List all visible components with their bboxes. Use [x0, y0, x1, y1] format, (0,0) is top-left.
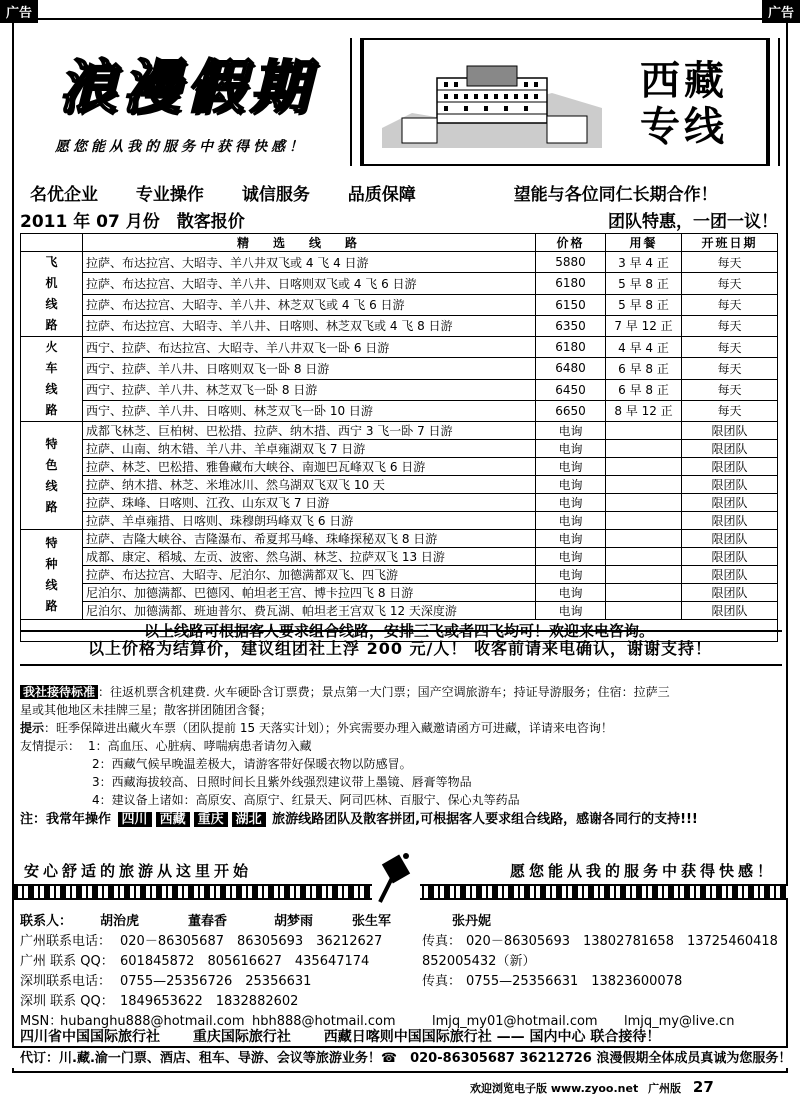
- category-char: 路: [45, 403, 58, 417]
- cell-meal: [606, 602, 682, 620]
- table-row: [21, 584, 778, 602]
- reminder-text: ：旺季保障进出藏火车票（团队提前 15 天落实计划）；外宾需要办理入藏邀请函方可进藏，详请来电咨询！: [44, 721, 613, 735]
- cell-date: 每天: [682, 273, 778, 294]
- table-row: [21, 379, 778, 400]
- cell-route: 拉萨、林芝、巴松措、雅鲁藏布大峡谷、南迦巴瓦峰双飞 6 日游: [83, 458, 536, 476]
- friendly-label: 友情提示：: [20, 739, 81, 753]
- price-note: 以上价格为结算价，建议组团社上浮 200 元/人！ 收客前请来电确认，谢谢支持！: [88, 639, 712, 658]
- cell-route: 拉萨、山南、纳木错、羊八井、羊卓雍湖双飞 7 日游: [83, 440, 536, 458]
- value-3: 诚信服务: [241, 185, 310, 205]
- quote-title: 2011 年 07 月份 散客报价: [20, 212, 245, 232]
- cell-route: 拉萨、布达拉宫、大昭寺、羊八井、林芝双飞或 4 飞 6 日游: [83, 294, 536, 315]
- cell-price: 电询: [536, 440, 606, 458]
- category-char: 路: [45, 499, 58, 514]
- standard-line: [20, 683, 782, 701]
- cell-route: 拉萨、布达拉宫、大昭寺、羊八井双飞或 4 飞 4 日游: [83, 252, 536, 273]
- scroll-curl-right: [766, 38, 780, 166]
- cell-price: 电询: [536, 602, 606, 620]
- header-meal: 用餐: [606, 234, 682, 252]
- cell-route: 西宁、拉萨、布达拉宫、大昭寺、羊八井双飞一卧 6 日游: [83, 337, 536, 358]
- cell-meal: 6 早 8 正: [606, 379, 682, 400]
- cell-meal: 3 早 4 正: [606, 252, 682, 273]
- friendly-tip-1: 1：高血压、心脏病、哮喘病患者请勿入藏: [88, 739, 312, 753]
- cell-route: 拉萨、布达拉宫、大昭寺、羊八井、日喀则、林芝双飞或 4 飞 8 日游: [83, 315, 536, 336]
- title-scroll: [360, 38, 770, 166]
- table-row: [21, 440, 778, 458]
- cell-route: 成都、康定、稻城、左贡、波密、然乌湖、林芝、拉萨双飞 13 日游: [83, 548, 536, 566]
- slogan-banner: [12, 856, 788, 906]
- table-row: [21, 358, 778, 379]
- friendly-tip-2: 2：西藏气候早晚温差极大，请游客带好保暖衣物以防感冒。: [92, 757, 412, 771]
- cell-route: 西宁、拉萨、羊八井、日喀则、林芝双飞一卧 10 日游: [83, 400, 536, 421]
- table-row: [21, 273, 778, 294]
- cell-route: 拉萨、纳木措、林芝、米堆冰川、然乌湖双飞双飞 10 天: [83, 476, 536, 494]
- scroll-curl-left: [350, 38, 364, 166]
- quote-header: [20, 207, 782, 232]
- cell-route: 拉萨、吉隆大峡谷、吉隆瀑布、希夏邦马峰、珠峰探秘双飞 8 日游: [83, 530, 536, 548]
- cell-price: 6180: [536, 273, 606, 294]
- cell-meal: 4 早 4 正: [606, 337, 682, 358]
- contact-name-2: 董春香: [188, 914, 228, 929]
- gz-qq-label: 广州 联系 QQ：: [20, 954, 114, 969]
- banner-left-text: 安心舒适的旅游从这里开始: [24, 862, 253, 880]
- table-row: [21, 530, 778, 548]
- contact-name-3: 胡梦雨: [274, 914, 314, 929]
- cell-meal: [606, 566, 682, 584]
- category-char: 路: [45, 318, 58, 332]
- category-char: 路: [45, 598, 58, 613]
- cell-price: 6180: [536, 337, 606, 358]
- value-2: 专业操作: [135, 185, 204, 205]
- cell-date: 限团队: [682, 566, 778, 584]
- cell-meal: [606, 476, 682, 494]
- cell-meal: [606, 458, 682, 476]
- cell-price: 电询: [536, 548, 606, 566]
- table-row: [21, 458, 778, 476]
- cell-route: 拉萨、布达拉宫、大昭寺、羊八井、日喀则双飞或 4 飞 6 日游: [83, 273, 536, 294]
- cell-route: 尼泊尔、加德满都、班迪普尔、费瓦湖、帕坦老王宫双飞 12 天深度游: [83, 602, 536, 620]
- gz-qq-row: [20, 952, 782, 972]
- friendly-tip-3: 3：西藏海拔较高、日照时间长且紫外线强烈建议带上墨镜、唇膏等物品: [92, 775, 472, 789]
- sz-qq-label: 深圳 联系 QQ：: [20, 994, 114, 1009]
- cell-route: 西宁、拉萨、羊八井、日喀则双飞一卧 8 日游: [83, 358, 536, 379]
- tibet-title-line2: 专线: [640, 103, 728, 150]
- table-row: [21, 294, 778, 315]
- company-values: [30, 180, 780, 205]
- table-row: [21, 548, 778, 566]
- agency-3: 西藏日喀则中国国际旅行社 —— 国内中心 联合接待！: [323, 1029, 661, 1045]
- page-number: 27: [692, 1078, 714, 1096]
- note-tag-hubei: 湖北: [232, 812, 266, 827]
- route-table: [20, 233, 778, 642]
- cell-meal: 5 早 8 正: [606, 294, 682, 315]
- cell-price: 6150: [536, 294, 606, 315]
- cell-date: 限团队: [682, 494, 778, 512]
- cell-price: 电询: [536, 458, 606, 476]
- sz-phone-label: 深圳联系电话：: [20, 974, 112, 989]
- category-char: 特: [45, 535, 58, 550]
- category-char: 种: [45, 556, 58, 571]
- standard-line-2: 星或其他地区未挂牌三星；散客拼团随团含餐；: [20, 703, 273, 717]
- cell-price: 6480: [536, 358, 606, 379]
- table-row: [21, 422, 778, 440]
- tibet-title-line1: 西藏: [640, 57, 728, 104]
- cell-price: 电询: [536, 494, 606, 512]
- sz-fax: 0755—25356631 13823600078: [466, 974, 683, 989]
- cell-price: 电询: [536, 422, 606, 440]
- note-text: 旅游线路团队及散客拼团,可根据客人要求组合线路，感谢各同行的支持!!!: [272, 812, 698, 827]
- note-tag-chongqing: 重庆: [194, 812, 228, 827]
- ad-tag-right: 广告: [762, 0, 800, 23]
- header-date: 开班日期: [682, 234, 778, 252]
- cell-date: 每天: [682, 294, 778, 315]
- partner-agencies: [20, 1026, 782, 1046]
- potala-palace-image: [382, 58, 602, 148]
- category-char: 色: [45, 457, 58, 472]
- msn-2: hbh888@hotmail.com: [252, 1014, 396, 1029]
- cooperation-slogan: 望能与各位同仁长期合作！: [513, 185, 718, 205]
- table-row: [21, 494, 778, 512]
- cell-date: 限团队: [682, 440, 778, 458]
- cell-price: 5880: [536, 252, 606, 273]
- cell-price: 电询: [536, 530, 606, 548]
- cell-date: 限团队: [682, 512, 778, 530]
- banner-right-text: 愿您能从我的服务中获得快感！: [509, 862, 776, 880]
- cell-meal: [606, 584, 682, 602]
- sz-qq: 1849653622 1832882602: [120, 994, 299, 1009]
- gz-phone-label: 广州联系电话：: [20, 934, 112, 949]
- contacts-label: 联系人：: [20, 914, 73, 929]
- cell-meal: [606, 530, 682, 548]
- cell-meal: [606, 512, 682, 530]
- category-char: 飞: [45, 255, 58, 269]
- table-row: [21, 476, 778, 494]
- ad-tag-left: 广告: [0, 0, 38, 23]
- table-row: [21, 252, 778, 273]
- divider-2: [20, 664, 782, 666]
- value-1: 名优企业: [30, 185, 98, 205]
- note-line: [20, 811, 782, 829]
- category-label: [21, 252, 83, 337]
- header-price: 价格: [536, 234, 606, 252]
- cell-date: 限团队: [682, 602, 778, 620]
- reminder-label: 提示: [20, 721, 45, 735]
- table-row: [21, 315, 778, 336]
- contacts-section: [20, 912, 782, 1032]
- standard-text-1: ：往返机票含机建费. 火车硬卧含订票费；景点第一大门票；国产空调旅游车；持证导游服务；住宿：拉萨三: [98, 685, 670, 699]
- contact-names-row: [20, 912, 782, 932]
- cell-route: 拉萨、珠峰、日喀则、江孜、山东双飞 7 日游: [83, 494, 536, 512]
- category-label: [21, 530, 83, 620]
- sz-phone-row: [20, 972, 782, 992]
- table-row: [21, 337, 778, 358]
- prayer-wheel-icon: [372, 850, 420, 906]
- note-tag-sichuan: 四川: [118, 812, 152, 827]
- contact-name-5: 张丹妮: [452, 914, 492, 929]
- gz-phone-row: [20, 932, 782, 952]
- header-route: 精选线路: [83, 234, 536, 252]
- category-char: 特: [45, 436, 58, 451]
- cell-route: 成都飞林芝、巨柏树、巴松措、拉萨、纳木措、西宁 3 飞一卧 7 日游: [83, 422, 536, 440]
- brand-logo: 浪漫假期: [58, 53, 315, 121]
- cell-date: 每天: [682, 358, 778, 379]
- gz-qq: 601845872 805616627 435647174: [120, 954, 370, 969]
- sz-qq-row: [20, 992, 782, 1012]
- table-row: [21, 512, 778, 530]
- category-label: [21, 422, 83, 530]
- cell-price: 电询: [536, 512, 606, 530]
- sz-phone: 0755—25356726 25356631: [120, 974, 312, 989]
- cell-date: 限团队: [682, 548, 778, 566]
- cell-route: 西宁、拉萨、羊八井、林芝双飞一卧 8 日游: [83, 379, 536, 400]
- gz-qq-extra: 852005432（新）: [422, 954, 536, 969]
- gz-fax: 020－86305693 13802781658 13725460418: [466, 934, 778, 949]
- category-char: 线: [45, 382, 58, 396]
- cell-meal: [606, 440, 682, 458]
- cell-date: 每天: [682, 252, 778, 273]
- standard-label: 我社接待标准: [20, 685, 98, 699]
- cell-date: 每天: [682, 315, 778, 336]
- divider-1: [20, 630, 782, 632]
- cell-route: 尼泊尔、加德满都、巴德冈、帕坦老王宫、博卡拉四飞 8 日游: [83, 584, 536, 602]
- agency-2: 重庆国际旅行社: [192, 1029, 291, 1045]
- footer-edition: 广州版: [648, 1082, 682, 1095]
- cell-date: 限团队: [682, 458, 778, 476]
- header-category: [21, 234, 83, 252]
- cell-date: 每天: [682, 400, 778, 421]
- contact-name-1: 胡治虎: [100, 914, 140, 929]
- note-label: 注：我常年操作: [20, 812, 112, 827]
- msn-label: MSN：: [20, 1014, 63, 1029]
- cell-route: 拉萨、布达拉宫、大昭寺、尼泊尔、加德满都双飞、四飞游: [83, 566, 536, 584]
- gz-fax-label: 传真：: [422, 934, 462, 949]
- cell-meal: 6 早 8 正: [606, 358, 682, 379]
- footer-text: 欢迎浏览电子版 www.zyoo.net: [470, 1082, 639, 1095]
- info-section: [20, 683, 782, 829]
- cell-date: 限团队: [682, 584, 778, 602]
- combine-note: 以上线路可根据客人要求组合线路，安排三飞或者四飞均可！欢迎来电咨询。: [21, 620, 778, 642]
- msn-4: lmjq_my@live.cn: [624, 1014, 735, 1029]
- brand-slogan: 愿您能从我的服务中获得快感！: [55, 139, 307, 155]
- page-footer: [470, 1078, 790, 1096]
- table-header-row: [21, 234, 778, 252]
- cell-route: 拉萨、羊卓雍措、日喀则、珠穆朗玛峰双飞 6 日游: [83, 512, 536, 530]
- cell-meal: 8 早 12 正: [606, 400, 682, 421]
- category-char: 线: [45, 577, 58, 592]
- msn-1: hubanghu888@hotmail.com: [60, 1014, 245, 1029]
- cell-meal: 5 早 8 正: [606, 273, 682, 294]
- value-4: 品质保障: [347, 185, 416, 205]
- group-offer: 团队特惠，一团一议！: [608, 212, 778, 232]
- booking-services-bar: 代订：川.藏.渝一门票、酒店、租车、导游、会议等旅游业务！☎ 020-86305687 36212726 浪漫假期全体成员真诚为您服务！: [12, 1046, 788, 1068]
- table-row: [21, 602, 778, 620]
- reminder-line: [20, 719, 782, 737]
- cell-meal: [606, 494, 682, 512]
- contact-name-4: 张生军: [352, 914, 392, 929]
- sz-fax-label: 传真：: [422, 974, 462, 989]
- category-char: 机: [45, 276, 58, 290]
- category-char: 车: [45, 361, 58, 375]
- cell-meal: [606, 422, 682, 440]
- friendly-tip-4: 4：建议备上诸如：高原安、高原宁、红景天、阿司匹林、百服宁、保心丸等药品: [92, 793, 520, 807]
- cell-date: 每天: [682, 379, 778, 400]
- friendly-line: [20, 737, 782, 755]
- cell-date: 每天: [682, 337, 778, 358]
- category-char: 线: [45, 297, 58, 311]
- cell-price: 电询: [536, 476, 606, 494]
- cell-date: 限团队: [682, 422, 778, 440]
- cell-date: 限团队: [682, 476, 778, 494]
- route-table-body: [21, 252, 778, 620]
- table-row: [21, 400, 778, 421]
- cell-date: 限团队: [682, 530, 778, 548]
- table-row: [21, 566, 778, 584]
- cell-price: 6350: [536, 315, 606, 336]
- note-tag-tibet: 西藏: [156, 812, 190, 827]
- msn-3: lmjq_my01@hotmail.com: [432, 1014, 598, 1029]
- cell-price: 电询: [536, 584, 606, 602]
- category-char: 火: [45, 340, 58, 354]
- category-label: [21, 337, 83, 422]
- cell-meal: 7 早 12 正: [606, 315, 682, 336]
- category-char: 线: [45, 478, 58, 493]
- gz-phone: 020－86305687 86305693 36212627: [120, 934, 383, 949]
- cell-meal: [606, 548, 682, 566]
- cell-price: 电询: [536, 566, 606, 584]
- cell-price: 6650: [536, 400, 606, 421]
- agency-1: 四川省中国国际旅行社: [20, 1029, 160, 1045]
- tibet-title: [610, 58, 758, 150]
- cell-price: 6450: [536, 379, 606, 400]
